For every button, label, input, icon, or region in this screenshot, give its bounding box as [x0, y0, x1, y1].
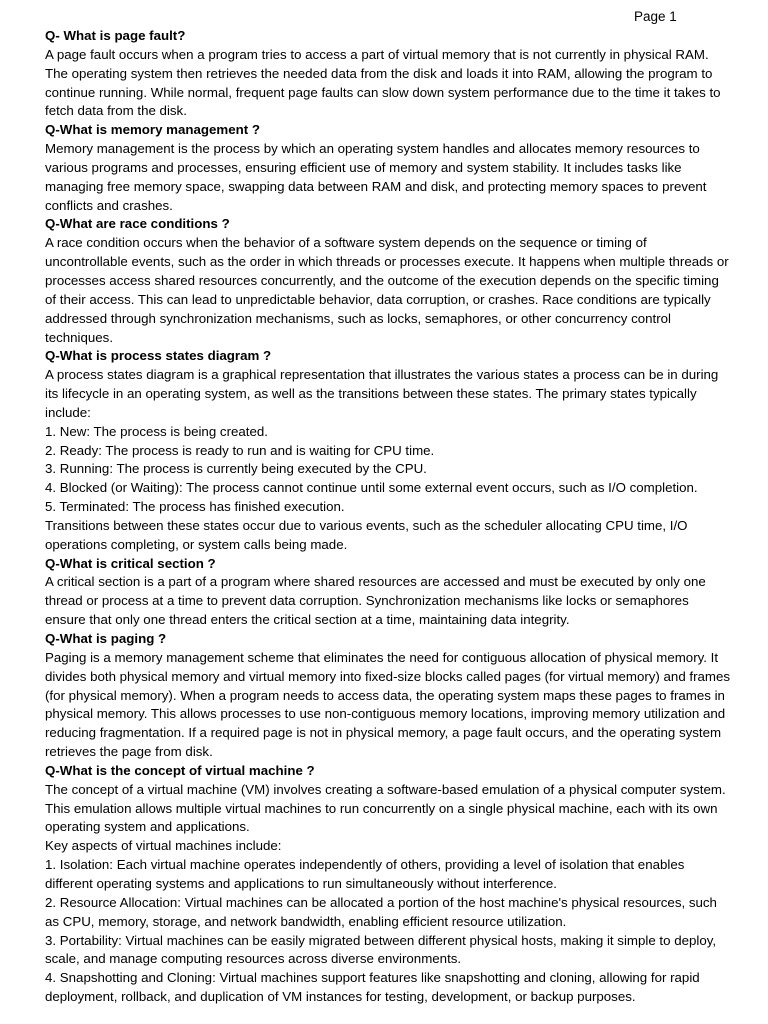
page-number: Page 1 [634, 9, 677, 24]
list-item: 4. Snapshotting and Cloning: Virtual machines support features like snapshotting and cloning, allowing for rapid deployment, rollback, and duplication of VM instances for testing, development, or backup purposes. [45, 970, 700, 1005]
answer-paragraph: Paging is a memory management scheme that eliminates the need for contiguous allocation of physical memory. It divides both physical memory and virtual memory into fixed-size blocks called pages (for virtual memory) and frames (for physical memory). When a program needs to access data, the operating system maps these pages to frames in physical memory. This allows processes to use non-contiguous memory locations, improving memory utilization and reducing fragmentation. If a required page is not in physical memory, a page fault occurs, and the operating system retrieves the page from disk. [45, 649, 731, 760]
list-item: 5. Terminated: The process has finished execution. [45, 499, 345, 515]
answer-paragraph: Transitions between these states occur due to various events, such as the scheduler allocating CPU time, I/O operations completing, or system calls being made. [45, 517, 688, 552]
answer-paragraph: The concept of a virtual machine (VM) involves creating a software-based emulation of a physical computer system. This emulation allows multiple virtual machines to run concurrently on a single physical machine, each with its own operating system and applications. [45, 781, 726, 835]
question-heading: Q-What is memory management ? [45, 122, 261, 138]
list-item: 2. Ready: The process is ready to run and is waiting for CPU time. [45, 442, 435, 458]
answer-paragraph: Key aspects of virtual machines include: [45, 838, 282, 854]
list-item: 3. Portability: Virtual machines can be easily migrated between different physical hosts, making it simple to deploy, scale, and manage computing resources across diverse environments. [45, 932, 717, 967]
answer-paragraph: A critical section is a part of a program where shared resources are accessed and must be executed by only one thread or process at a time to prevent data corruption. Synchronization mechanisms like locks or semaphores ensure that only one thread enters the critical section at a time, maintaining data integrity. [45, 574, 706, 628]
answer-paragraph: A page fault occurs when a program tries to access a part of virtual memory that is not currently in physical RAM. The operating system then retrieves the needed data from the disk and loads it into RAM, allowing the program to continue running. While normal, frequent page faults can slow down system performance due to the time it takes to fetch data from the disk. [45, 46, 721, 119]
question-heading: Q-What is process states diagram ? [45, 348, 272, 364]
answer-paragraph: A race condition occurs when the behavior of a software system depends on the sequence or timing of uncontrollable events, such as the order in which threads or processes execute. It happens when multiple threads or processes access shared resources concurrently, and the outcome of the execution depends on the specific timing of their access. This can lead to unpredictable behavior, data corruption, or crashes. Race conditions are typically addressed through synchronization mechanisms, such as locks, semaphores, or other concurrency control techniques. [45, 235, 729, 345]
question-heading: Q-What is critical section ? [45, 555, 216, 571]
list-item: 1. Isolation: Each virtual machine operates independently of others, providing a level of isolation that enables different operating systems and applications to run simultaneously without interference. [45, 857, 685, 891]
question-heading: Q-What is paging ? [45, 631, 167, 646]
list-item: 2. Resource Allocation: Virtual machines can be allocated a portion of the host machine's physical resources, such as CPU, memory, storage, and network bandwidth, enabling efficient resource utilization. [45, 894, 717, 929]
document-body [45, 27, 733, 1007]
answer-paragraph: Memory management is the process by which an operating system handles and allocates memory resources to various programs and processes, ensuring efficient use of memory and system stability. It includes tasks like managing free memory space, swapping data between RAM and disk, and protecting memory spaces to prevent conflicts and crashes. [45, 141, 707, 213]
answer-paragraph: A process states diagram is a graphical representation that illustrates the various states a process can be in during its lifecycle in an operating system, as well as the transitions between these states. The primary states typically include: [45, 367, 719, 420]
question-heading: Q-What is the concept of virtual machine ? [45, 762, 315, 778]
question-heading: Q- What is page fault? [45, 28, 186, 43]
list-item: 1. New: The process is being created. [45, 423, 268, 439]
question-heading: Q-What are race conditions ? [45, 216, 230, 232]
list-item: 3. Running: The process is currently being executed by the CPU. [45, 461, 427, 477]
list-item: 4. Blocked (or Waiting): The process cannot continue until some external event occurs, such as I/O completion. [45, 480, 698, 496]
